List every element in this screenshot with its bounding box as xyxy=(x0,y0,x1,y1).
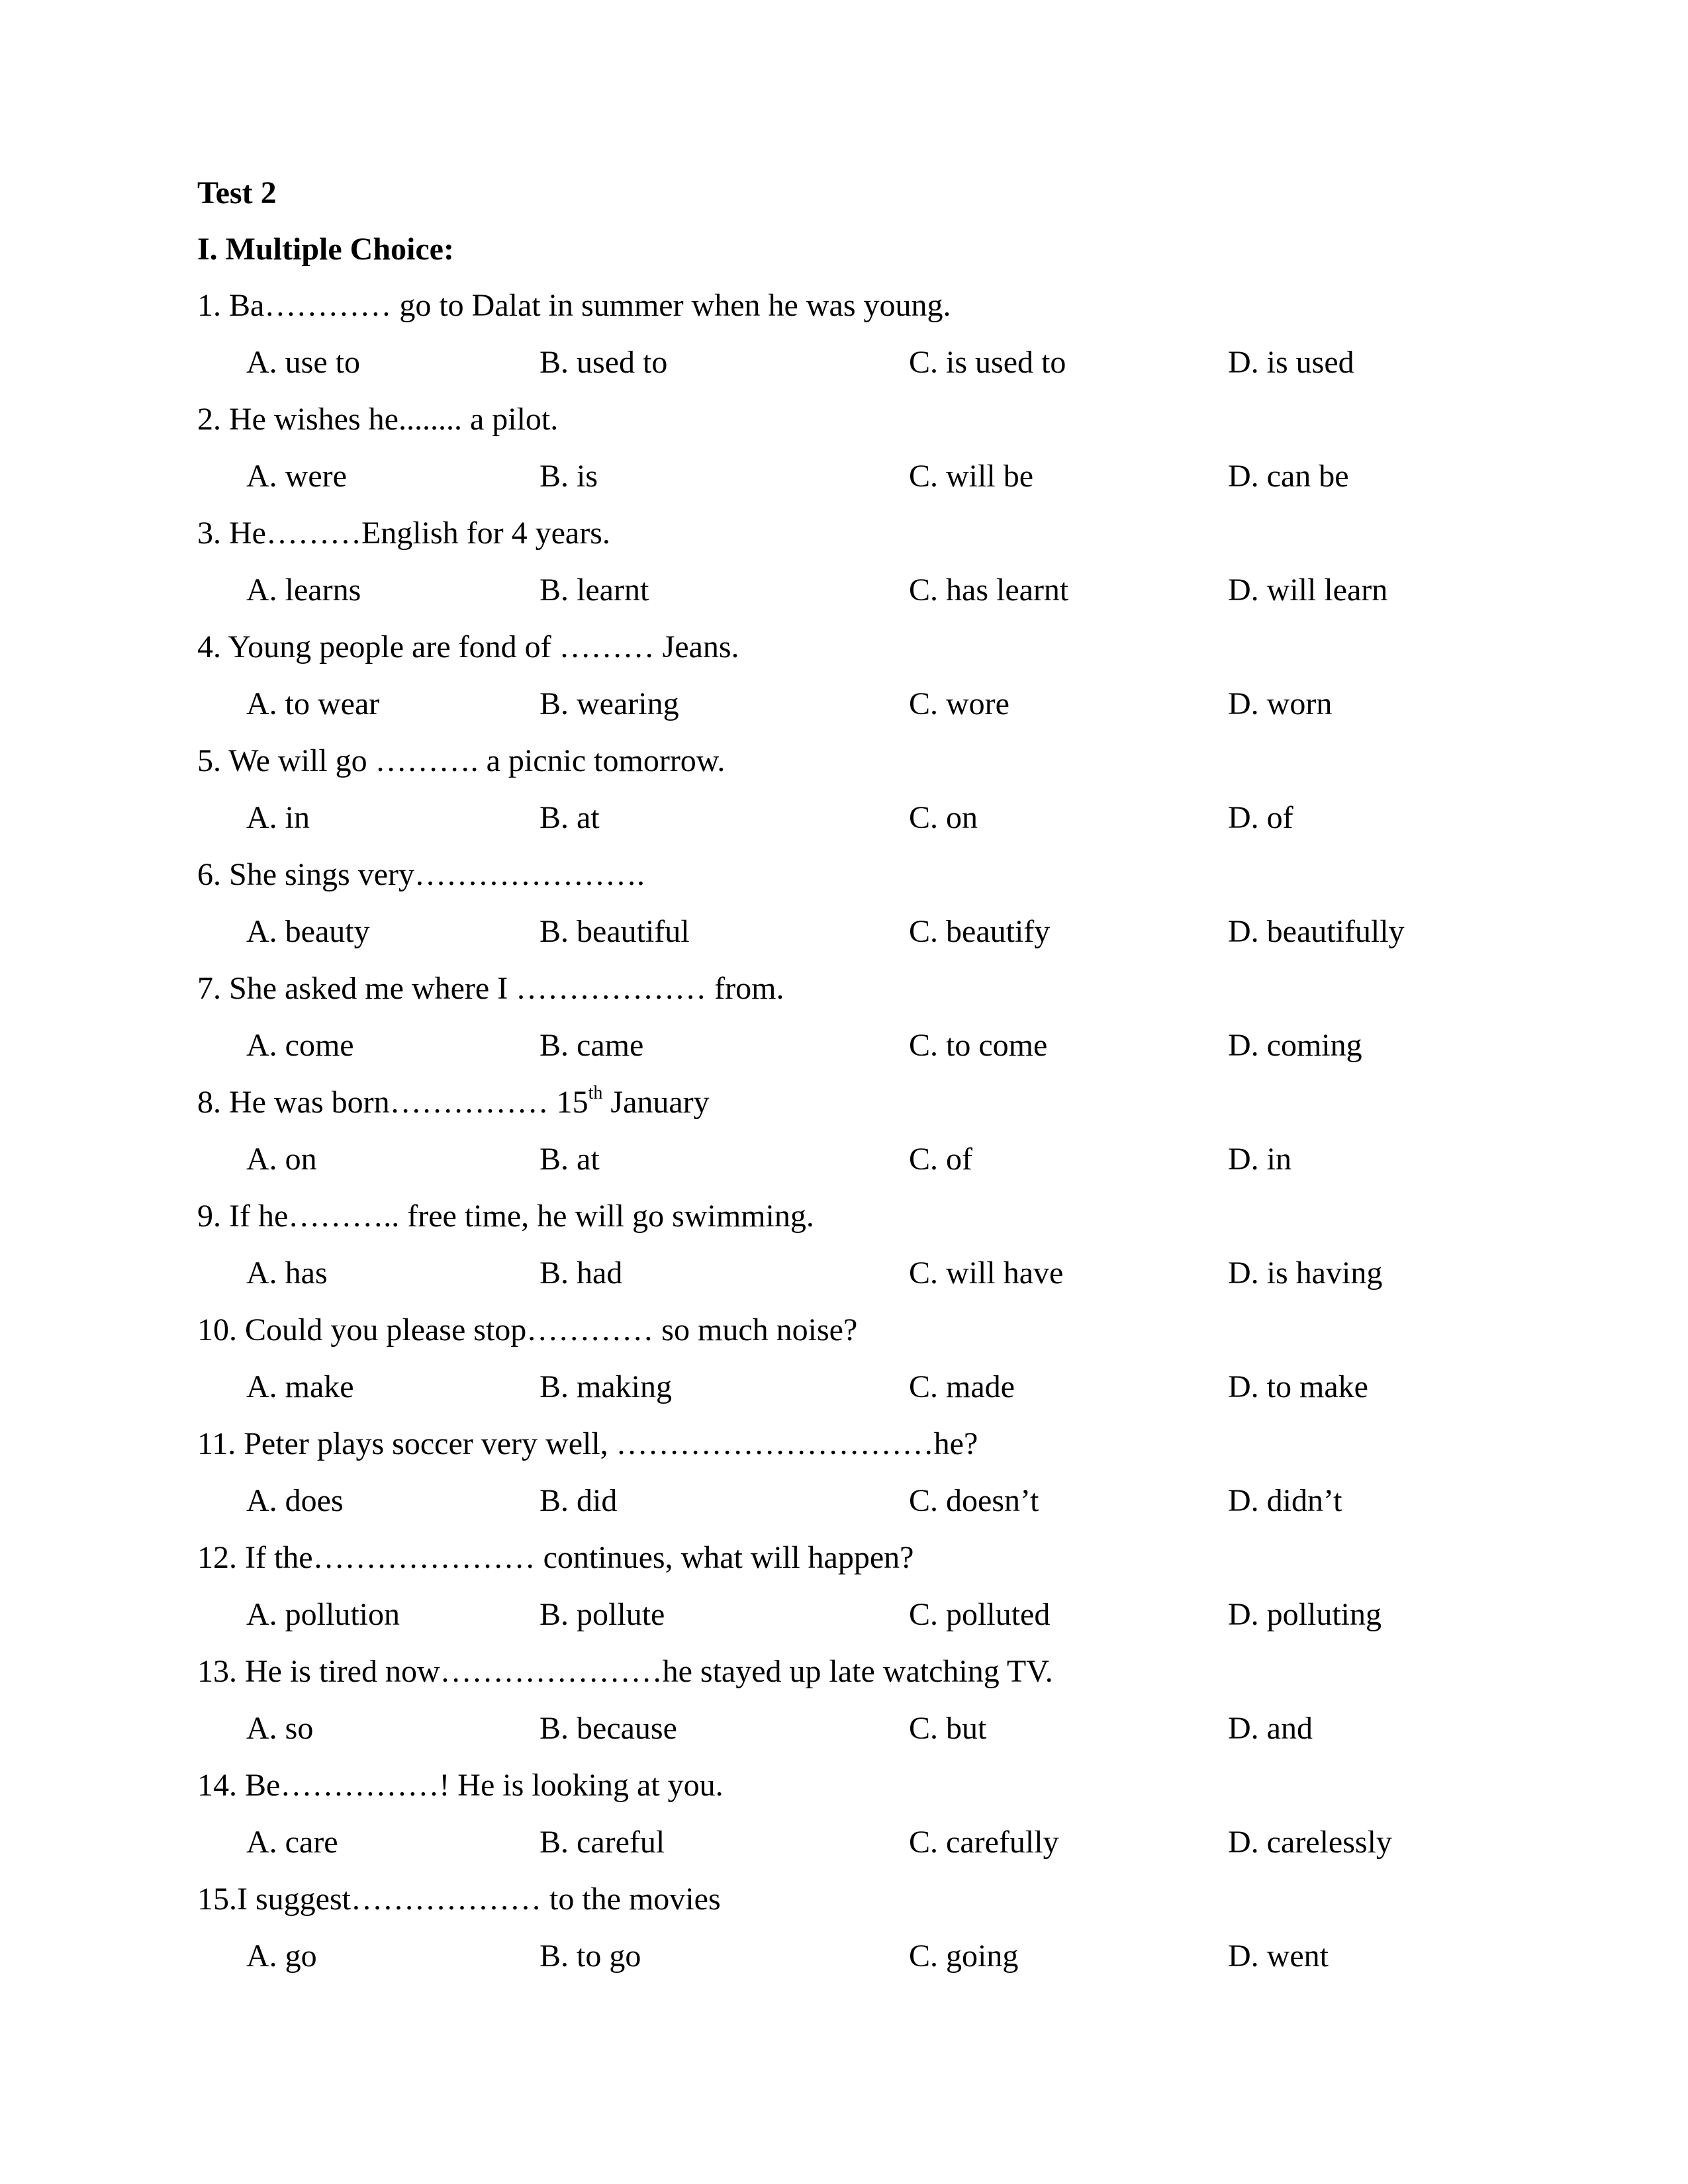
answer-option-b: B. making xyxy=(539,1369,672,1404)
answer-option-b: B. because xyxy=(539,1711,677,1746)
ordinal-suffix: th xyxy=(588,1083,603,1103)
answer-options xyxy=(0,1940,1688,1980)
question-4 xyxy=(0,631,1688,745)
answer-options xyxy=(0,1030,1688,1069)
answer-option-b: B. wearing xyxy=(539,686,679,721)
question-6 xyxy=(0,859,1688,973)
answer-option-a: A. care xyxy=(246,1825,338,1860)
answer-option-c: C. but xyxy=(909,1711,987,1746)
answer-option-d: D. polluting xyxy=(1228,1597,1382,1632)
answer-option-a: A. in xyxy=(246,800,310,835)
question-stem: 1. Ba………… go to Dalat in summer when he was young. xyxy=(197,288,951,323)
answer-options xyxy=(0,1257,1688,1297)
answer-option-a: A. does xyxy=(246,1483,344,1518)
question-8 xyxy=(0,1083,1688,1201)
answer-options xyxy=(0,1144,1688,1183)
answer-option-b: B. careful xyxy=(539,1825,665,1860)
answer-option-d: D. coming xyxy=(1228,1028,1362,1063)
question-14 xyxy=(0,1770,1688,1884)
question-stem: 10. Could you please stop………… so much noise? xyxy=(197,1312,858,1347)
question-stem: 4. Young people are fond of ……… Jeans. xyxy=(197,629,739,664)
answer-option-c: C. will be xyxy=(909,459,1033,494)
question-7 xyxy=(0,973,1688,1087)
answer-options xyxy=(0,1485,1688,1525)
question-stem: 6. She sings very…………………. xyxy=(197,857,645,892)
answer-option-d: D. will learn xyxy=(1228,572,1388,608)
answer-option-d: D. worn xyxy=(1228,686,1333,721)
answer-option-b: B. to go xyxy=(539,1938,641,1974)
answer-options xyxy=(0,802,1688,842)
answer-option-c: C. beautify xyxy=(909,914,1051,949)
answer-option-a: A. so xyxy=(246,1711,314,1746)
answer-option-d: D. is having xyxy=(1228,1255,1383,1291)
answer-option-a: A. were xyxy=(246,459,347,494)
question-list xyxy=(0,290,1688,1997)
answer-options xyxy=(0,347,1688,387)
answer-option-c: C. made xyxy=(909,1369,1015,1404)
answer-option-b: B. is xyxy=(539,459,598,494)
question-stem: 12. If the………………… continues, what will happen? xyxy=(197,1540,914,1575)
answer-option-b: B. came xyxy=(539,1028,644,1063)
question-stem: 14. Be……………! He is looking at you. xyxy=(197,1768,724,1803)
question-stem xyxy=(197,1083,710,1120)
answer-option-c: C. polluted xyxy=(909,1597,1051,1632)
question-11 xyxy=(0,1428,1688,1542)
answer-option-c: C. to come xyxy=(909,1028,1048,1063)
question-stem: 3. He………English for 4 years. xyxy=(197,516,610,551)
answer-options xyxy=(0,688,1688,728)
answer-option-a: A. go xyxy=(246,1938,317,1974)
section-heading: I. Multiple Choice: xyxy=(197,232,454,267)
question-stem: 7. She asked me where I ……………… from. xyxy=(197,971,784,1006)
question-stem-part: January xyxy=(602,1085,710,1120)
answer-option-c: C. of xyxy=(909,1142,972,1177)
answer-option-d: D. and xyxy=(1228,1711,1313,1746)
answer-options xyxy=(0,1827,1688,1866)
question-stem: 15.I suggest……………… to the movies xyxy=(197,1882,721,1917)
answer-options xyxy=(0,574,1688,614)
answer-option-d: D. beautifully xyxy=(1228,914,1405,949)
answer-option-c: C. doesn’t xyxy=(909,1483,1039,1518)
question-stem: 11. Peter plays soccer very well, …………………………he? xyxy=(197,1426,978,1461)
answer-option-d: D. of xyxy=(1228,800,1293,835)
answer-option-a: A. has xyxy=(246,1255,328,1291)
answer-option-a: A. beauty xyxy=(246,914,370,949)
question-2 xyxy=(0,404,1688,518)
answer-option-d: D. went xyxy=(1228,1938,1329,1974)
answer-option-a: A. make xyxy=(246,1369,354,1404)
question-12 xyxy=(0,1542,1688,1656)
question-9 xyxy=(0,1201,1688,1314)
answer-option-b: B. did xyxy=(539,1483,618,1518)
answer-options xyxy=(0,1713,1688,1752)
question-3 xyxy=(0,518,1688,631)
question-1 xyxy=(0,290,1688,404)
answer-option-a: A. pollution xyxy=(246,1597,400,1632)
answer-option-d: D. is used xyxy=(1228,345,1354,380)
answer-option-a: A. learns xyxy=(246,572,361,608)
answer-option-b: B. used to xyxy=(539,345,668,380)
answer-option-b: B. pollute xyxy=(539,1597,665,1632)
answer-option-d: D. can be xyxy=(1228,459,1349,494)
answer-option-c: C. is used to xyxy=(909,345,1066,380)
question-stem: 13. He is tired now…………………he stayed up late watching TV. xyxy=(197,1654,1053,1689)
question-13 xyxy=(0,1656,1688,1770)
answer-option-b: B. at xyxy=(539,800,600,835)
answer-option-b: B. learnt xyxy=(539,572,649,608)
question-5 xyxy=(0,745,1688,859)
answer-option-c: C. has learnt xyxy=(909,572,1069,608)
answer-options xyxy=(0,461,1688,500)
question-stem: 5. We will go ………. a picnic tomorrow. xyxy=(197,743,726,778)
answer-options xyxy=(0,1599,1688,1639)
answer-option-d: D. carelessly xyxy=(1228,1825,1392,1860)
question-stem: 9. If he……….. free time, he will go swimming. xyxy=(197,1199,814,1234)
answer-option-d: D. didn’t xyxy=(1228,1483,1342,1518)
answer-option-a: A. to wear xyxy=(246,686,380,721)
answer-option-a: A. come xyxy=(246,1028,354,1063)
answer-option-d: D. in xyxy=(1228,1142,1291,1177)
answer-option-c: C. on xyxy=(909,800,978,835)
test-title: Test 2 xyxy=(197,175,277,210)
answer-option-b: B. had xyxy=(539,1255,623,1291)
answer-option-a: A. on xyxy=(246,1142,317,1177)
answer-option-c: C. wore xyxy=(909,686,1009,721)
answer-option-b: B. at xyxy=(539,1142,600,1177)
answer-options xyxy=(0,1371,1688,1411)
question-stem: 2. He wishes he........ a pilot. xyxy=(197,402,559,437)
answer-option-c: C. going xyxy=(909,1938,1019,1974)
answer-option-d: D. to make xyxy=(1228,1369,1368,1404)
answer-option-c: C. will have xyxy=(909,1255,1064,1291)
answer-option-b: B. beautiful xyxy=(539,914,690,949)
answer-options xyxy=(0,916,1688,956)
question-10 xyxy=(0,1314,1688,1428)
answer-option-c: C. carefully xyxy=(909,1825,1059,1860)
question-stem-part: 8. He was born…………… 15 xyxy=(197,1085,588,1120)
question-15 xyxy=(0,1884,1688,1997)
answer-option-a: A. use to xyxy=(246,345,360,380)
